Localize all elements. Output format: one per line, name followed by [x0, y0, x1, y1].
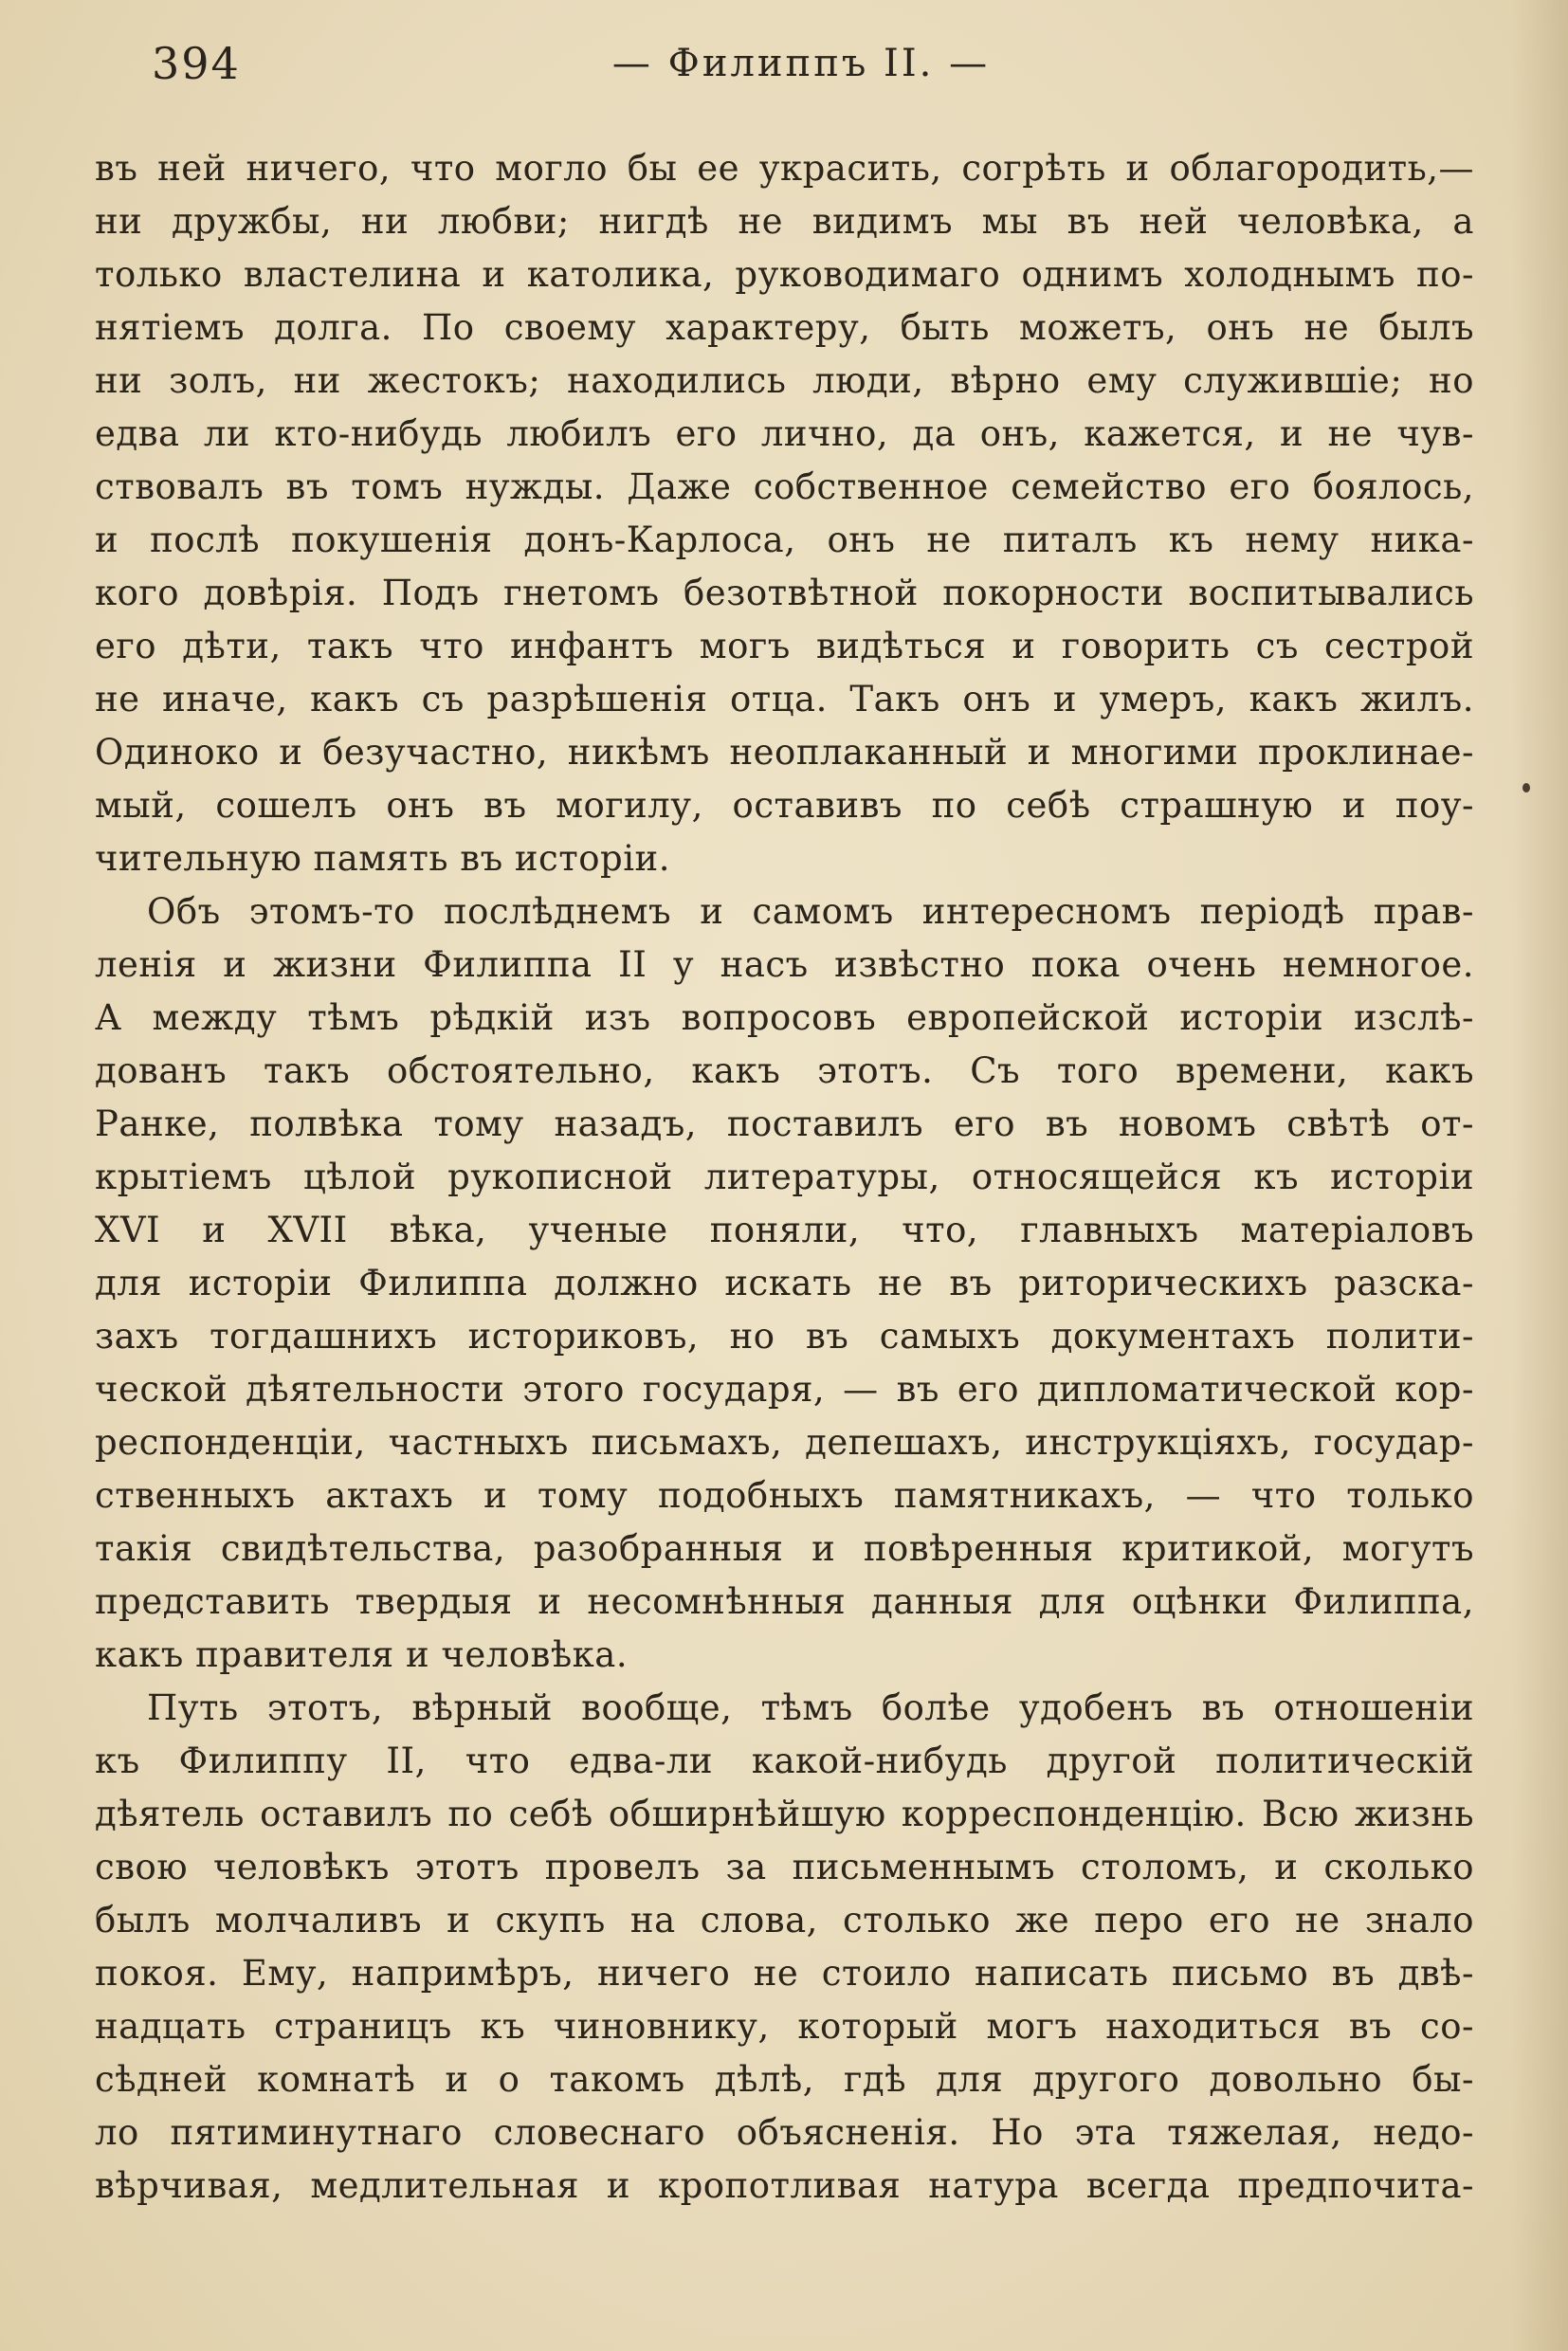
text-line: нятіемъ долга. По своему характеру, быть можетъ, онъ не былъ — [95, 307, 1474, 348]
text-line: представить твердыя и несомнѣнныя данныя для оцѣнки Филиппа, — [95, 1581, 1474, 1622]
text-line: ствовалъ въ томъ нужды. Даже собственное семейство его боялось, — [95, 466, 1474, 507]
text-line: чительную память въ исторіи. — [95, 838, 670, 879]
text-line: и послѣ покушенія донъ-Карлоса, онъ не питалъ къ нему ника- — [95, 519, 1474, 560]
text-line: ни дружбы, ни любви; нигдѣ не видимъ мы въ ней человѣка, а — [95, 201, 1474, 242]
text-line: Ранке, полвѣка тому назадъ, поставилъ его въ новомъ свѣтѣ от- — [95, 1103, 1474, 1144]
text-line: Объ этомъ-то послѣднемъ и самомъ интересномъ періодѣ прав- — [147, 891, 1474, 932]
text-line: респонденціи, частныхъ письмахъ, депешахъ, инструкціяхъ, государ- — [95, 1422, 1474, 1463]
text-line: Путь этотъ, вѣрный вообще, тѣмъ болѣе удобенъ въ отношеніи — [147, 1687, 1474, 1728]
text-line: ни золъ, ни жестокъ; находились люди, вѣрно ему служившіе; но — [95, 360, 1474, 401]
text-line: мый, сошелъ онъ въ могилу, оставивъ по себѣ страшную и поу- — [95, 785, 1474, 826]
text-line: его дѣти, такъ что инфантъ могъ видѣться и говорить съ сестрой — [95, 626, 1474, 666]
text-line: такія свидѣтельства, разобранныя и повѣренныя критикой, могутъ — [95, 1528, 1474, 1569]
page-number: 394 — [152, 38, 241, 89]
text-line: вѣрчивая, медлительная и кропотливая натура всегда предпочита- — [95, 2165, 1474, 2206]
text-line: ческой дѣятельности этого государя, — въ его дипломатической кор- — [95, 1369, 1474, 1410]
text-line: ленія и жизни Филиппа II у насъ извѣстно пока очень немногое. — [95, 944, 1474, 985]
text-line: не иначе, какъ съ разрѣшенія отца. Такъ онъ и умеръ, какъ жилъ. — [95, 679, 1474, 720]
body-text — [95, 142, 1474, 2213]
text-line: Одиноко и безучастно, никѣмъ неоплаканный и многими проклинае- — [95, 732, 1474, 773]
text-line: дѣятель оставилъ по себѣ обширнѣйшую корреспонденцію. Всю жизнь — [95, 1794, 1474, 1834]
text-line: надцать страницъ къ чиновнику, который могъ находиться въ со- — [95, 2006, 1474, 2047]
text-line: А между тѣмъ рѣдкій изъ вопросовъ европейской исторіи изслѣ- — [95, 997, 1474, 1038]
paragraph-2 — [95, 885, 1474, 1682]
text-line: захъ тогдашнихъ историковъ, но въ самыхъ документахъ полити- — [95, 1316, 1474, 1357]
text-line: свою человѣкъ этотъ провелъ за письменнымъ столомъ, и сколько — [95, 1847, 1474, 1887]
text-line: кого довѣрія. Подъ гнетомъ безотвѣтной покорности воспитывались — [95, 573, 1474, 613]
text-line: для исторіи Филиппа должно искать не въ риторическихъ разска- — [95, 1263, 1474, 1303]
page-edge-shadow — [1511, 0, 1568, 2351]
text-line: къ Филиппу II, что едва-ли какой-нибудь другой политическій — [95, 1740, 1474, 1781]
text-line: какъ правителя и человѣка. — [95, 1634, 629, 1675]
text-line: XVI и XVII вѣка, ученые поняли, что, главныхъ матеріаловъ — [95, 1210, 1474, 1250]
text-line: едва ли кто-нибудь любилъ его лично, да онъ, кажется, и не чув- — [95, 413, 1474, 454]
text-line: крытіемъ цѣлой рукописной литературы, относящейся къ исторіи — [95, 1157, 1474, 1197]
text-line: былъ молчаливъ и скупъ на слова, столько же перо его не знало — [95, 1900, 1474, 1941]
paragraph-3 — [95, 1682, 1474, 2213]
text-line: ло пятиминутнаго словеснаго объясненія. Но эта тяжелая, недо- — [95, 2112, 1474, 2153]
text-line: дованъ такъ обстоятельно, какъ этотъ. Съ того времени, какъ — [95, 1050, 1474, 1091]
page-header — [152, 38, 1450, 114]
text-line: покоя. Ему, напримѣръ, ничего не стоило написать письмо въ двѣ- — [95, 1953, 1474, 1994]
text-line: ственныхъ актахъ и тому подобныхъ памятникахъ, — что только — [95, 1475, 1474, 1516]
text-line: въ ней ничего, что могло бы ее украсить, согрѣть и облагородить,— — [95, 148, 1474, 189]
text-line: сѣдней комнатѣ и о такомъ дѣлѣ, гдѣ для другого довольно бы- — [95, 2059, 1474, 2100]
running-title: — Филиппъ II. — — [611, 42, 991, 85]
ink-speck — [1522, 783, 1530, 793]
text-line: только властелина и католика, руководимаго однимъ холоднымъ по- — [95, 254, 1474, 295]
paragraph-1 — [95, 142, 1474, 885]
